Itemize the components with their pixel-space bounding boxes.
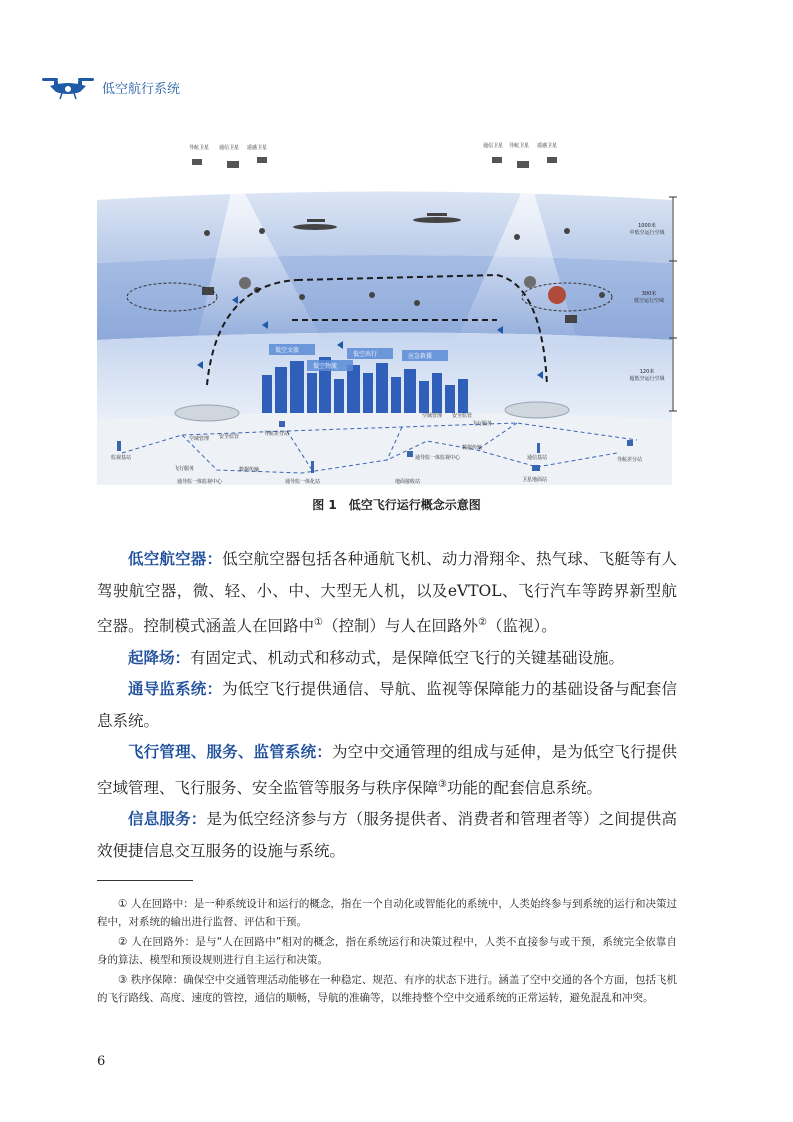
station-label-5: 通信基站 xyxy=(527,455,548,461)
station-label-3: 通导监一体化站 xyxy=(285,479,321,485)
satellite-label-right-3: 遥感卫星 xyxy=(537,143,558,149)
paragraph-info-service xyxy=(97,804,677,867)
satellite-label-right-1: 通信卫星 xyxy=(483,143,504,149)
altitude-120-height: 120米 xyxy=(639,369,655,375)
left-cluster-label-3: 飞行服务 xyxy=(174,466,195,472)
term-info-service: 信息服务： xyxy=(128,810,207,829)
city-label-4: 应急救援 xyxy=(408,353,433,360)
satellite-label-left-3: 遥感卫星 xyxy=(247,145,268,151)
footnote-ref-2: ② xyxy=(478,617,487,628)
paragraph-cns xyxy=(97,674,677,737)
left-cluster-label-4: 数据传输 xyxy=(239,467,260,473)
left-cluster-label-1: 空域管理 xyxy=(189,436,210,442)
left-cluster-label-2: 安全监管 xyxy=(219,434,240,440)
middle-cluster-label-1: 空域管理 xyxy=(422,413,443,419)
footnote-ref-1: ① xyxy=(314,617,323,628)
station-label-1: 监视基站 xyxy=(111,455,132,461)
paragraph-aircraft xyxy=(97,544,677,643)
city-label-1: 低空文旅 xyxy=(275,347,300,354)
paragraph-text: 低空航空器包括各种通航飞机、动力滑翔伞、热气球、飞艇等有人驾驶航空器，微、轻、小、中、大型无人机，以及eVTOL、飞行汽车等跨界新型航空器。控制模式涵盖人在回路中 xyxy=(97,550,677,636)
footnote-3: ③ 秩序保障：确保空中交通管理活动能够在一种稳定、规范、有序的状态下进行。涵盖了空中交通的各个方面，包括飞机的飞行路线、高度、速度的管控，通信的顺畅，导航的准确等，以维持整个空中交通系统的正常运转，避免混乱和冲突。 xyxy=(97,974,677,1004)
term-aircraft: 低空航空器： xyxy=(128,550,223,568)
paragraph-text: （监视）。 xyxy=(486,617,557,636)
middle-cluster-label-4: 数据传输 xyxy=(462,445,483,451)
running-header-title: 低空航行系统 xyxy=(102,81,181,97)
middle-cluster-label-3: 飞行服务 xyxy=(472,421,493,427)
city-label-3: 低空出行 xyxy=(353,351,378,358)
paragraph-text: 为空中交通管理的组成与延伸，是为低空飞行提供空域管理、飞行服务、安全监管等服务与秩序保障 xyxy=(97,743,677,797)
footnote-ref-3: ③ xyxy=(438,778,447,790)
figure-caption: 图 1 低空飞行运行概念示意图 xyxy=(312,498,481,512)
paragraph-text: 为低空飞行提供通信、导航、监视等保障能力的基础设备与配套信息系统。 xyxy=(97,680,677,730)
paragraph-text: 是为低空经济参与方（服务提供者、消费者和管理者等）之间提供高效便捷信息交互服务的设施与系统。 xyxy=(97,810,677,860)
footnote-divider xyxy=(97,880,193,881)
station-label-2: 导航差分站 xyxy=(264,431,290,437)
body-text xyxy=(97,544,677,867)
footnotes xyxy=(97,895,677,1009)
altitude-1000-height: 1000米 xyxy=(638,223,656,229)
altitude-300-name: 低空运行空域 xyxy=(633,298,665,304)
drone-logo-icon xyxy=(40,72,96,102)
station-label-6: 卫星地面站 xyxy=(522,477,548,483)
term-management: 飞行管理、服务、监管系统： xyxy=(128,743,332,762)
satellite-label-left-2: 通信卫星 xyxy=(219,145,240,151)
middle-cluster-center-label: 通导监一体监视中心 xyxy=(415,455,461,461)
city-label-2: 低空物流 xyxy=(313,363,338,370)
paragraph-management xyxy=(97,737,677,804)
left-cluster-center-label: 通导监一体监视中心 xyxy=(177,479,223,485)
low-altitude-concept-figure xyxy=(97,135,697,490)
altitude-120-name: 超低空运行空域 xyxy=(629,376,665,382)
page-number: 6 xyxy=(97,1054,106,1069)
paragraph-text: 功能的配套信息系统。 xyxy=(446,778,602,797)
altitude-300-height: 300米 xyxy=(641,291,657,297)
paragraph-text: 有固定式、机动式和移动式，是保障低空飞行的关键基础设施。 xyxy=(190,648,625,667)
middle-cluster-label-2: 安全监管 xyxy=(452,413,473,419)
satellite-label-right-2: 导航卫星 xyxy=(509,143,530,149)
paragraph-vertiport xyxy=(97,643,677,675)
paragraph-text: （控制）与人在回路外 xyxy=(322,617,478,636)
footnote-2: ② 人在回路外：是与“人在回路中”相对的概念，指在系统运行和决策过程中，人类不直接参与或干预，系统完全依靠自身的算法、模型和预设规则进行自主运行和决策。 xyxy=(97,936,677,966)
satellite-label-left-1: 导航卫星 xyxy=(189,145,210,151)
page-header xyxy=(40,72,180,102)
footnote-1: ① 人在回路中：是一种系统设计和运行的概念，指在一个自动化或智能化的系统中，人类始终参与到系统的运行和决策过程中，对系统的输出进行监督、评估和干预。 xyxy=(97,898,677,928)
term-cns: 通导监系统： xyxy=(128,680,223,699)
station-label-7: 导航差分站 xyxy=(617,457,643,463)
altitude-1000-name: 中低空运行空域 xyxy=(629,230,665,236)
station-label-4: 地面接收站 xyxy=(395,479,421,485)
term-vertiport: 起降场： xyxy=(128,648,191,667)
